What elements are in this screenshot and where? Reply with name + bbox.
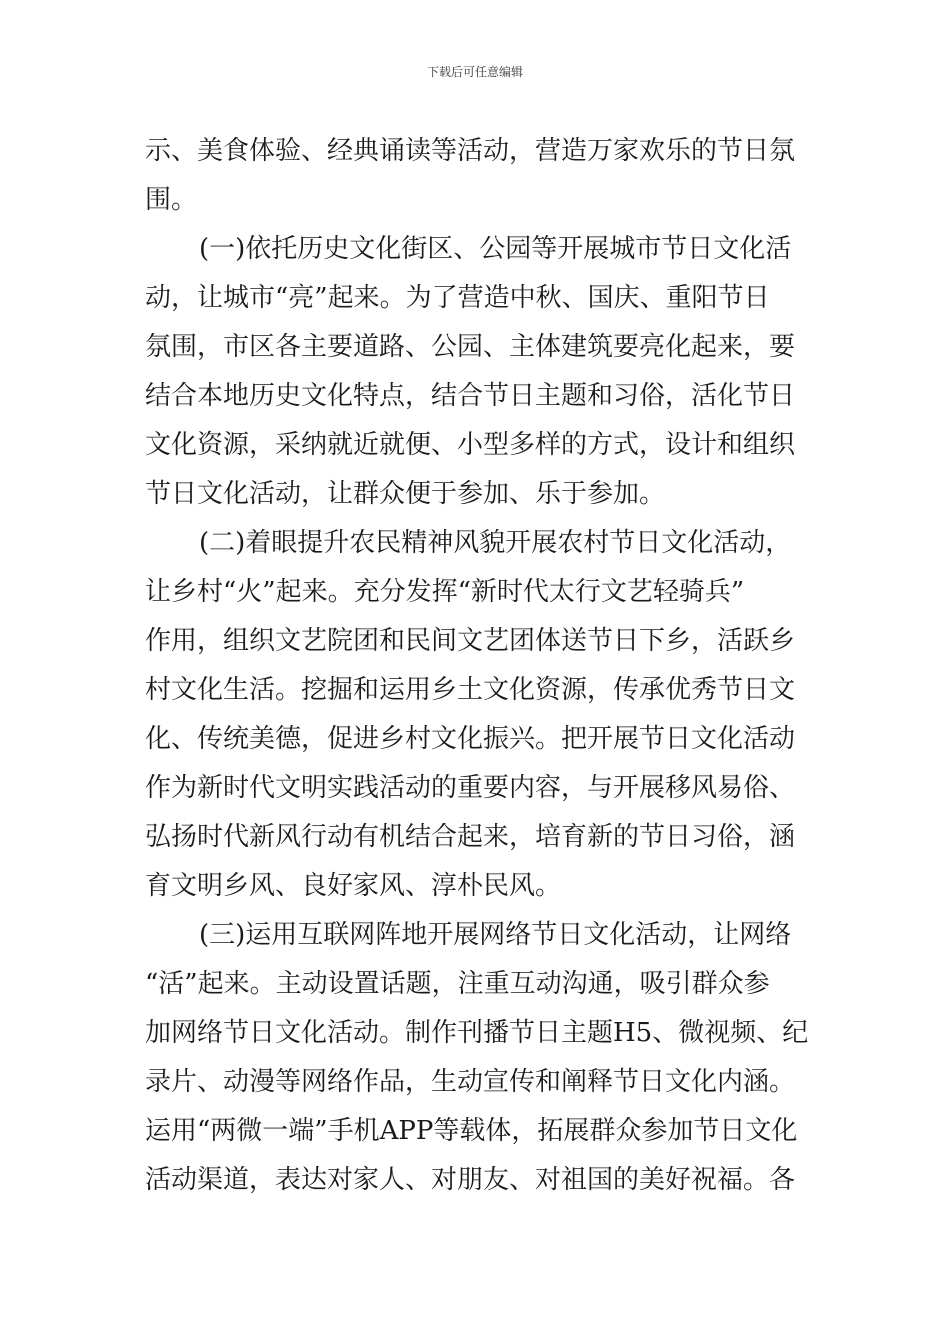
paragraph-start-line: (三)运用互联网阵地开展网络节日文化活动，让网络	[199, 920, 792, 950]
text-line: 加网络节日文化活动。制作刊播节日主题H5、微视频、纪	[145, 1018, 809, 1048]
text-line: 作用，组织文艺院团和民间文艺团体送节日下乡，活跃乡	[145, 626, 796, 656]
text-line: 录片、动漫等网络作品，生动宣传和阐释节日文化内涵。	[145, 1067, 796, 1097]
text-line: “活”起来。主动设置话题，注重互动沟通，吸引群众参	[145, 969, 770, 999]
text-line: 育文明乡风、良好家风、淳朴民风。	[145, 871, 562, 901]
text-line: 作为新时代文明实践活动的重要内容，与开展移风易俗、	[145, 773, 796, 803]
text-line: 文化资源，采纳就近就便、小型多样的方式，设计和组织	[145, 430, 796, 460]
body-text	[145, 127, 809, 1205]
paragraph-start-line: (一)依托历史文化街区、公园等开展城市节日文化活	[199, 234, 792, 264]
text-line: 动，让城市“亮”起来。为了营造中秋、国庆、重阳节日	[145, 283, 770, 313]
text-line: 围。	[145, 185, 198, 215]
text-line: 运用“两微一端”手机APP等载体，拓展群众参加节日文化	[145, 1116, 798, 1146]
text-line: 弘扬时代新风行动有机结合起来，培育新的节日习俗，涵	[145, 822, 796, 852]
paragraph-start-line: (二)着眼提升农民精神风貌开展农村节日文化活动，	[199, 528, 792, 558]
text-line: 活动渠道，表达对家人、对朋友、对祖国的美好祝福。各	[145, 1165, 796, 1195]
text-line: 节日文化活动，让群众便于参加、乐于参加。	[145, 479, 666, 509]
text-line: 化、传统美德，促进乡村文化振兴。把开展节日文化活动	[145, 724, 796, 754]
text-line: 氛围，市区各主要道路、公园、主体建筑要亮化起来，要	[145, 332, 796, 362]
text-line: 结合本地历史文化特点，结合节日主题和习俗，活化节日	[145, 381, 796, 411]
text-line: 让乡村“火”起来。充分发挥“新时代太行文艺轻骑兵”	[145, 577, 745, 607]
page-header: 下载后可任意编辑	[426, 65, 523, 79]
text-line: 示、美食体验、经典诵读等活动，营造万家欢乐的节日氛	[145, 136, 796, 166]
text-line: 村文化生活。挖掘和运用乡土文化资源，传承优秀节日文	[145, 675, 796, 705]
